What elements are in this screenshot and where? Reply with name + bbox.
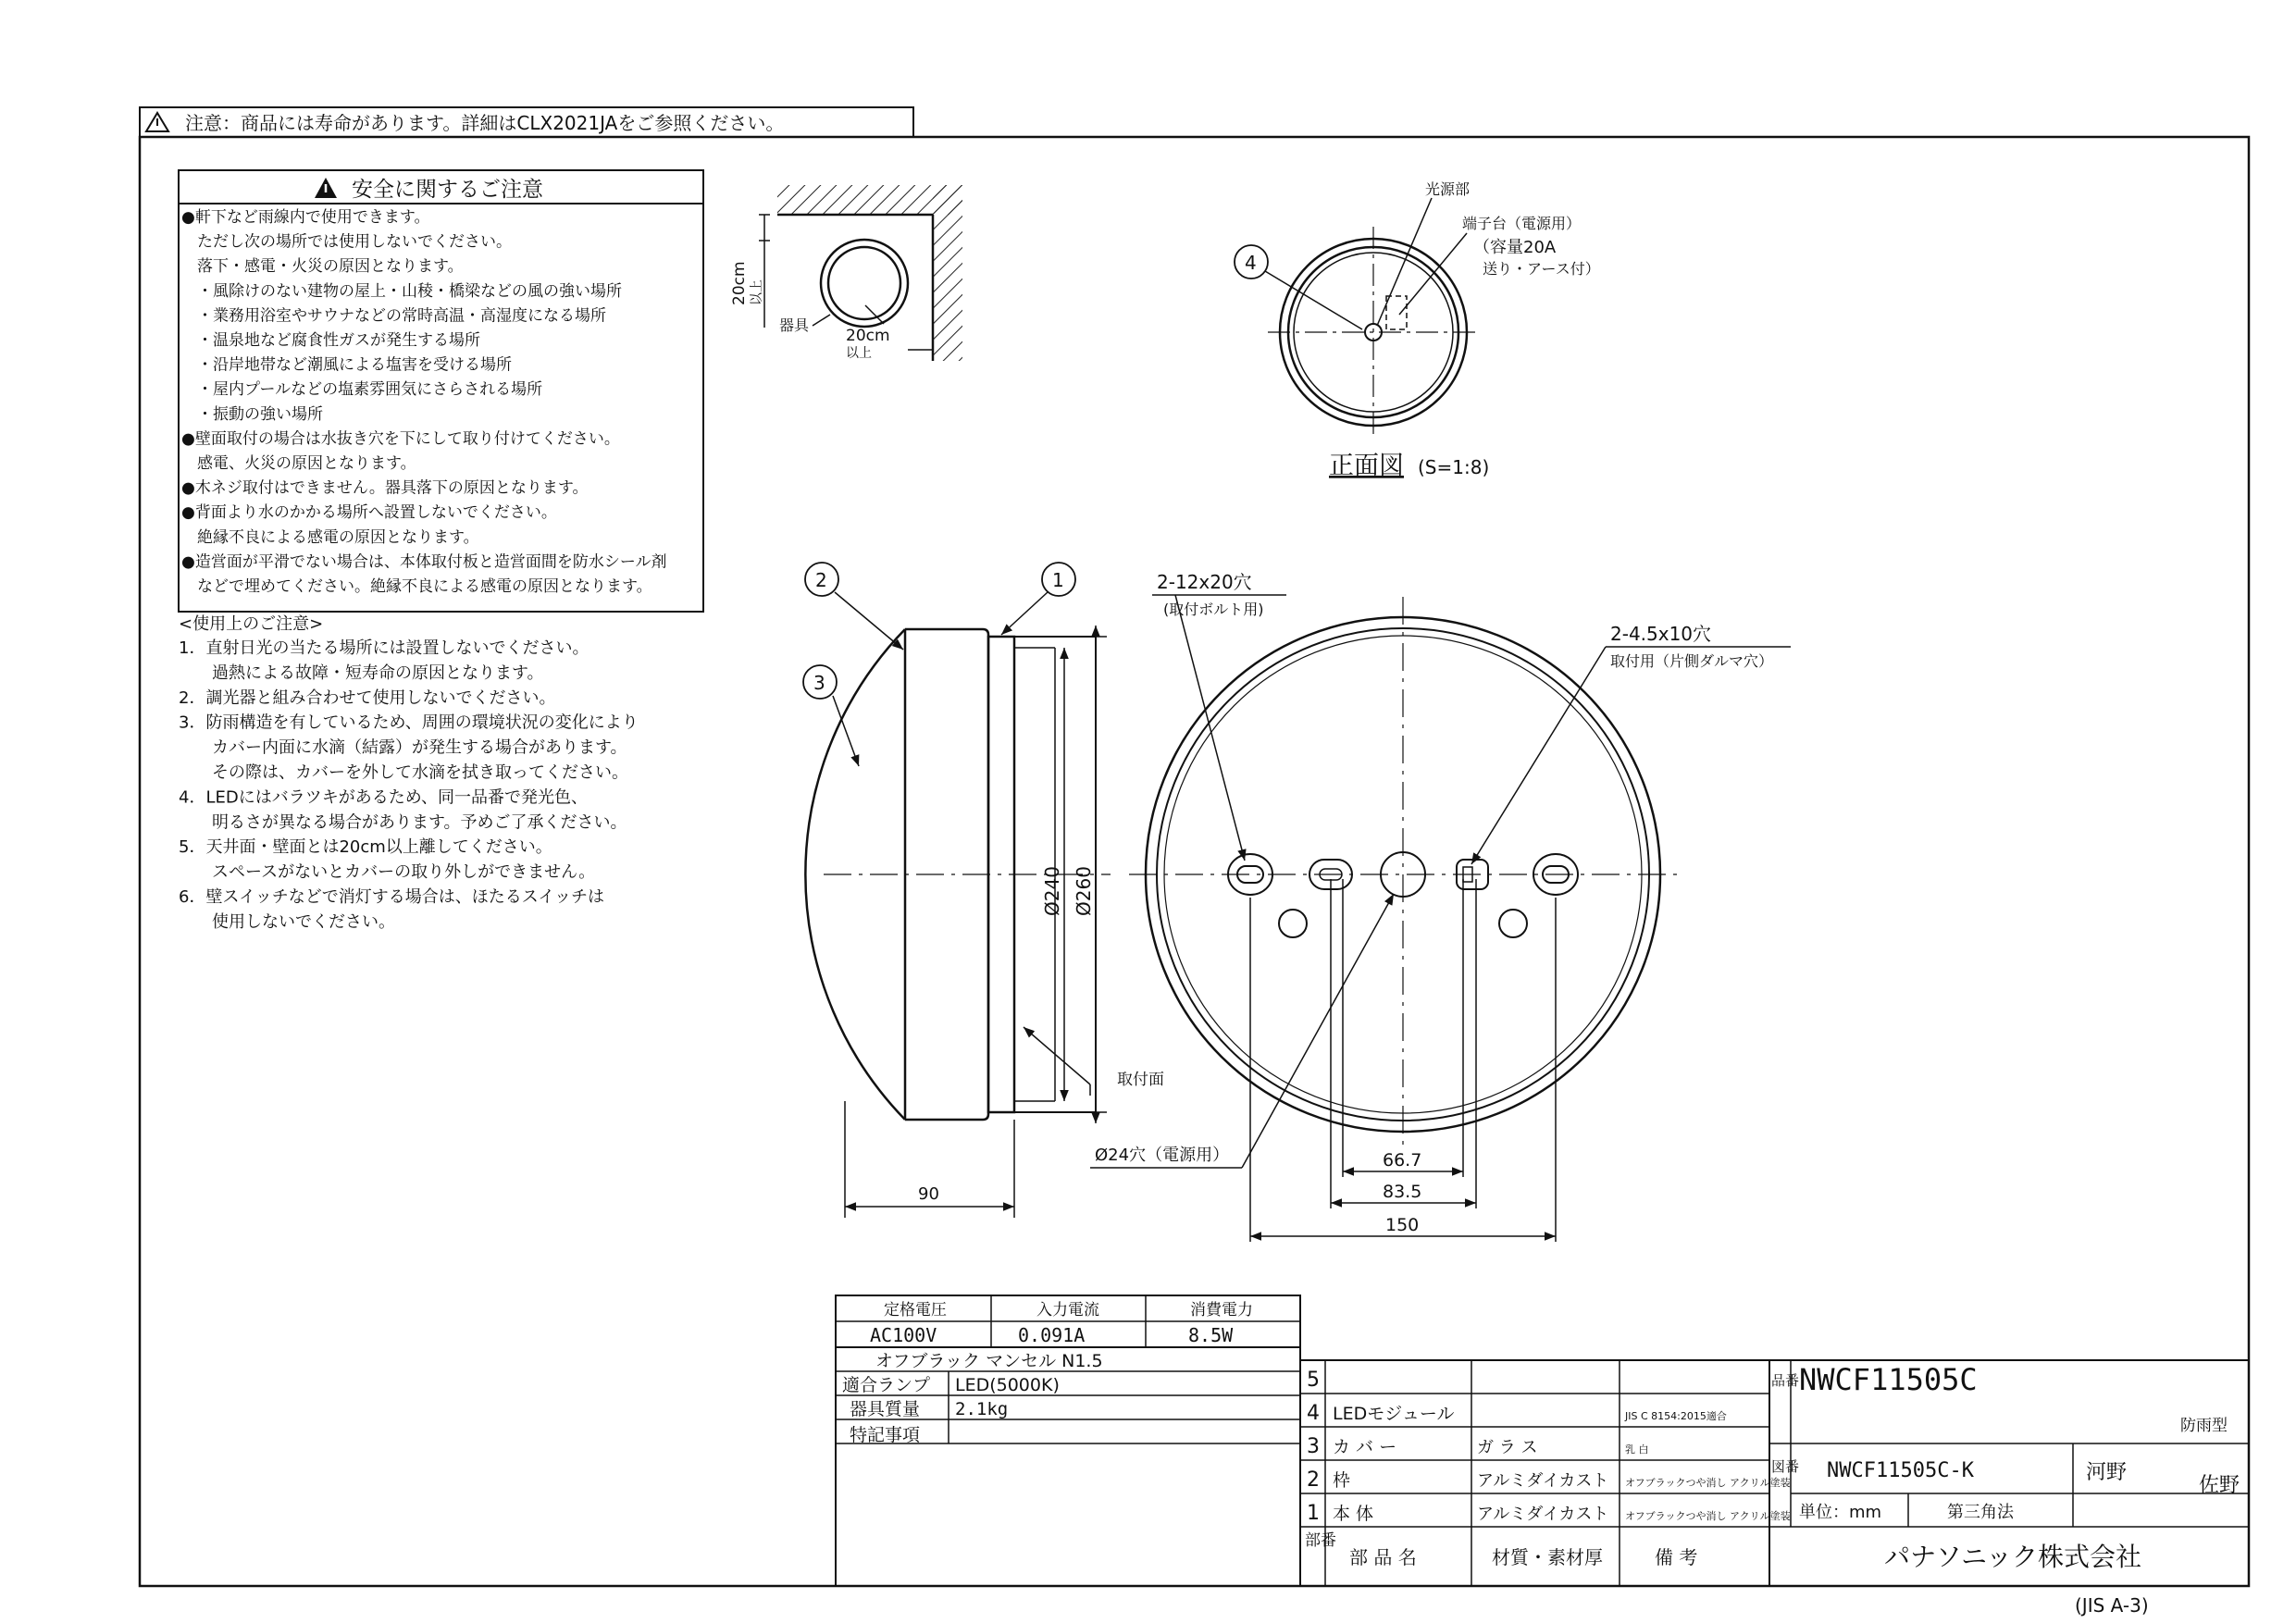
hole-b-sub: 取付用（片側ダルマ穴） [1610, 652, 1774, 670]
checker-1: 河野 [2086, 1461, 2128, 1484]
usage-line: その際は、カバーを外して水滴を拭き取ってください。 [179, 762, 628, 783]
parts-row-name: 本 体 [1333, 1504, 1374, 1524]
spec-lamp-value: LED(5000K) [955, 1375, 1060, 1395]
parts-row-note: 乳 白 [1625, 1443, 1649, 1456]
side-balloon-1: 1 [1052, 569, 1064, 591]
parts-row-material: アルミダイカスト [1477, 1471, 1609, 1491]
dim-150: 150 [1385, 1215, 1420, 1235]
parts-row-note: オフブラックつや消し アクリル塗装 [1625, 1477, 1791, 1489]
product-type: 防雨型 [2180, 1417, 2228, 1435]
hole-b-label: 2-4.5x10穴 [1610, 623, 1712, 645]
spec-color: オフブラック マンセル N1.5 [875, 1351, 1103, 1371]
hole-a-sub: (取付ボルト用) [1163, 601, 1264, 618]
parts-header-note: 備 考 [1655, 1546, 1698, 1568]
side-balloon-3: 3 [813, 672, 825, 694]
unit-label: 単位：mm [1799, 1503, 1882, 1522]
safety-line: ●軒下など雨線内で使用できます。 [181, 208, 430, 227]
safety-line: ただし次の場所では使用しないでください。 [181, 232, 512, 252]
parts-row-no: 1 [1307, 1502, 1320, 1525]
safety-line: ●背面より水のかかる場所へ設置しないでください。 [181, 503, 557, 523]
parts-row-no: 5 [1307, 1369, 1320, 1392]
parts-header-no: 部番 [1305, 1531, 1336, 1550]
terminal-cap: （容量20A [1473, 238, 1557, 257]
safety-line: などで埋めてください。絶縁不良による感電の原因となります。 [181, 577, 652, 596]
notice-box [140, 107, 913, 137]
clearance-horizontal-label: 20cm [846, 327, 890, 345]
safety-line: ・風除けのない建物の屋上・山稜・橋梁などの風の強い場所 [181, 281, 622, 301]
safety-line: ・屋内プールなどの塩素雰囲気にさらされる場所 [181, 380, 543, 400]
safety-title: 安全に関するご注意 [352, 178, 543, 202]
spec-table [836, 1295, 1300, 1586]
usage-line: 1．直射日光の当たる場所には設置しないでください。 [179, 638, 590, 658]
parts-row-note: オフブラックつや消し アクリル塗装 [1625, 1510, 1791, 1522]
terminal-cap2: 送り・アース付） [1483, 260, 1600, 278]
spec-header-voltage: 定格電圧 [884, 1301, 947, 1319]
power-hole-label: Ø24穴（電源用） [1095, 1146, 1230, 1165]
parts-row-name: LEDモジュール [1333, 1404, 1455, 1424]
parts-rows [1307, 1369, 1791, 1525]
usage-line: 6．壁スイッチなどで消灯する場合は、ほたるスイッチは [179, 887, 605, 907]
side-balloon-2: 2 [815, 569, 827, 591]
fixture-label: 器具 [779, 316, 810, 334]
spec-value-current: 0.091A [1018, 1324, 1086, 1346]
model-label: 品番 [1771, 1372, 1800, 1389]
safety-line: ●木ネジ取付はできません。器具落下の原因となります。 [181, 478, 589, 498]
safety-line: 感電、火災の原因となります。 [181, 454, 416, 473]
clearance-vertical-label: 20cm [730, 261, 749, 305]
front-view-scale: (S=1:8) [1418, 456, 1490, 478]
clearance-horizontal-sub: 以上 [846, 346, 872, 361]
safety-line: ・業務用浴室やサウナなどの常時高温・高湿度になる場所 [181, 306, 606, 326]
front-balloon-4: 4 [1245, 252, 1257, 274]
company-name: パナソニック株式会社 [1884, 1542, 2142, 1572]
usage-title: <使用上のご注意> [179, 614, 324, 634]
rear-view [1090, 571, 1791, 1242]
projection-label: 第三角法 [1947, 1503, 2014, 1522]
usage-line: 3．防雨構造を有しているため、周囲の環境状況の変化により [179, 712, 639, 733]
usage-line: 使用しないでください。 [179, 911, 395, 932]
spec-header-current: 入力電流 [1036, 1301, 1099, 1319]
side-view [803, 563, 1164, 1218]
dim-66-7: 66.7 [1383, 1150, 1422, 1171]
paper-size: (JIS A-3) [2075, 1594, 2149, 1617]
spec-mass-label: 器具質量 [850, 1399, 921, 1419]
spec-notes-label: 特記事項 [850, 1425, 921, 1445]
front-view-caption: 正面図 [1329, 452, 1404, 480]
usage-line: 2．調光器と組み合わせて使用しないでください。 [179, 688, 556, 708]
safety-line: ・振動の強い場所 [181, 404, 323, 424]
spec-header-power: 消費電力 [1190, 1301, 1253, 1319]
usage-notes [179, 614, 639, 932]
safety-box [179, 170, 703, 612]
front-view [1235, 180, 1600, 480]
spec-lamp-label: 適合ランプ [842, 1375, 931, 1395]
safety-line: ●壁面取付の場合は水抜き穴を下にして取り付けてください。 [181, 429, 620, 449]
parts-row-material: ガ ラ ス [1477, 1438, 1538, 1457]
safety-line: ・沿岸地帯など潮風による塩害を受ける場所 [181, 355, 512, 375]
usage-line: カバー内面に水滴（結露）が発生する場合があります。 [179, 737, 627, 758]
parts-header-name: 部 品 名 [1349, 1546, 1417, 1568]
parts-row-no: 2 [1307, 1468, 1320, 1492]
title-block [1769, 1360, 2249, 1586]
parts-header-material: 材質・素材厚 [1492, 1546, 1603, 1568]
terminal-label: 端子台（電源用） [1462, 215, 1582, 232]
notice-text: 注意：商品には寿命があります。詳細はCLX2021JAをご参照ください。 [185, 112, 785, 134]
spec-mass-value: 2.1kg [955, 1399, 1009, 1419]
safety-lines [181, 208, 667, 596]
usage-line: 過熱による故障・短寿命の原因となります。 [179, 663, 544, 683]
light-source-label: 光源部 [1425, 180, 1471, 198]
drawing-label: 図番 [1771, 1458, 1800, 1475]
mount-surface-label: 取付面 [1117, 1071, 1164, 1089]
safety-line: 落下・感電・火災の原因となります。 [181, 257, 464, 277]
parts-row-name: カ バ ー [1333, 1437, 1397, 1457]
parts-row-name: 枠 [1333, 1470, 1351, 1491]
usage-line: スペースがないとカバーの取り外しができません。 [179, 862, 596, 883]
parts-row-no: 3 [1307, 1435, 1320, 1458]
usage-line: 4．LEDにはバラツキがあるため、同一品番で発光色、 [179, 787, 588, 808]
parts-row-material: アルミダイカスト [1477, 1505, 1609, 1524]
clearance-diagram [730, 185, 962, 361]
hole-a-label: 2-12x20穴 [1157, 571, 1252, 593]
dim-240: Ø240 [1041, 866, 1063, 916]
usage-line: 5．天井面・壁面とは20cm以上離してください。 [179, 837, 552, 858]
spec-value-voltage: AC100V [870, 1324, 937, 1346]
usage-line: 明るさが異なる場合があります。予めご了承ください。 [179, 812, 627, 833]
model-number: NWCF11505C [1799, 1362, 1978, 1397]
checker-2: 佐野 [2199, 1474, 2240, 1497]
spec-value-power: 8.5W [1188, 1324, 1234, 1346]
drawing-number: NWCF11505C-K [1827, 1459, 1974, 1482]
safety-line: ●造営面が平滑でない場合は、本体取付板と造営面間を防水シール剤 [181, 552, 667, 572]
parts-row-no: 4 [1307, 1402, 1320, 1425]
safety-line: 絶縁不良による感電の原因となります。 [181, 527, 479, 547]
dim-83-5: 83.5 [1383, 1182, 1422, 1202]
safety-line: ・温泉地など腐食性ガスが発生する場所 [181, 331, 480, 350]
clearance-vertical-sub: 以上 [750, 279, 764, 305]
dim-260: Ø260 [1073, 866, 1095, 916]
dim-90: 90 [918, 1184, 939, 1204]
parts-row-note: JIS C 8154:2015適合 [1625, 1410, 1727, 1422]
